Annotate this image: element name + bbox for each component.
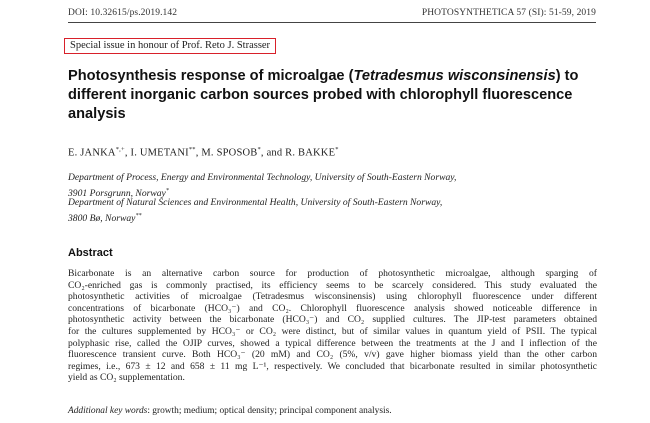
abstract-line: photosynthetic activities of microalgae (Tetradesmus wisconsinensis) using chlorophyll fluorescence under different <box>68 291 597 303</box>
special-issue-box: Special issue in honour of Prof. Reto J. Strasser <box>64 38 276 54</box>
affiliation-mark: ** <box>135 212 142 219</box>
abstract-line: Bicarbonate is an alternative carbon source for production of photosynthetic microalgae, although sparging of <box>68 268 597 279</box>
author-mark: *,+ <box>115 146 125 153</box>
author-mark: * <box>335 146 339 153</box>
abstract-line: CO₂-enriched gas is commonly practised, its efficiency seems to be scarcely considered. This study evaluated the <box>68 279 597 291</box>
title-species: Tetradesmus wisconsinensis <box>353 68 556 84</box>
affiliation-1 <box>68 172 588 200</box>
affiliation-city: 3800 Bø, Norway <box>68 212 136 224</box>
author-name: R. BAKKE <box>285 147 336 159</box>
affiliation-line: Department of Process, Energy and Environmental Technology, University of South-Eastern Norway, <box>68 172 457 183</box>
abstract-line: polyphasic rise, called the OJIP curves, showed a typical difference between the treatments at the J and I inflection of the <box>68 337 597 349</box>
author-name: M. SPOSOB <box>201 147 258 159</box>
affiliation-line: Department of Natural Sciences and Environmental Health, University of South-Eastern Norway, <box>68 197 443 208</box>
running-header <box>68 8 596 18</box>
abstract-line: yield as CO₂ supplementation. <box>68 372 185 384</box>
abstract-line: fluorescence transient curve. Both HCO₃⁻ (20 mM) and CO₂ (5%, v/v) gave higher biomass yield than the other carbon <box>68 349 597 361</box>
author-mark: ** <box>188 146 196 153</box>
title-part2: ) to different inorganic carbon sources probed with chlorophyll fluorescence analysis <box>68 68 579 122</box>
journal-citation: PHOTOSYNTHETICA 57 (SI): 51-59, 2019 <box>421 8 596 18</box>
affiliation-line <box>68 210 588 226</box>
title-part1: Photosynthesis response of microalgae ( <box>68 68 354 84</box>
doi-text: DOI: 10.32615/ps.2019.142 <box>68 8 178 18</box>
abstract-body <box>68 268 597 384</box>
abstract-line: concentrations of bicarbonate (HCO₃⁻) and CO₂. Chlorophyll fluorescence analysis showed noticeable difference in <box>68 302 597 314</box>
author-separator: , <box>124 147 131 159</box>
author-separator: , and <box>260 147 286 159</box>
affiliation-2 <box>68 197 588 225</box>
author-name: I. UMETANI <box>130 147 189 159</box>
author-mark: * <box>257 146 261 153</box>
author-list <box>68 146 339 159</box>
keywords-text: : growth; medium; optical density; principal component analysis. <box>147 406 392 416</box>
abstract-line: for the cultures supplemented by HCO₃⁻ or CO₂ were distinct, but of similar values in quantum yield of PSII. The typical <box>68 325 597 337</box>
affiliation-mark: * <box>165 187 169 194</box>
author-separator: , <box>195 147 202 159</box>
affiliation-city: 3901 Porsgrunn, Norway <box>68 187 166 199</box>
abstract-line: photosynthetic activity between the bicarbonate (HCO₃⁻) and CO₂ supplied cultures. The JIP-test parameters obtained <box>68 314 597 326</box>
keywords-line <box>68 406 392 416</box>
abstract-heading: Abstract <box>68 247 113 259</box>
paper-title <box>68 67 608 124</box>
author-name: E. JANKA <box>68 147 116 159</box>
abstract-line: regimes, i.e., 673 ± 12 and 658 ± 11 mg L⁻¹, respectively. We concluded that bicarbonate resulted in similar photosynthetic <box>68 360 597 372</box>
header-rule <box>68 22 596 23</box>
keywords-label: Additional key words <box>68 406 148 416</box>
